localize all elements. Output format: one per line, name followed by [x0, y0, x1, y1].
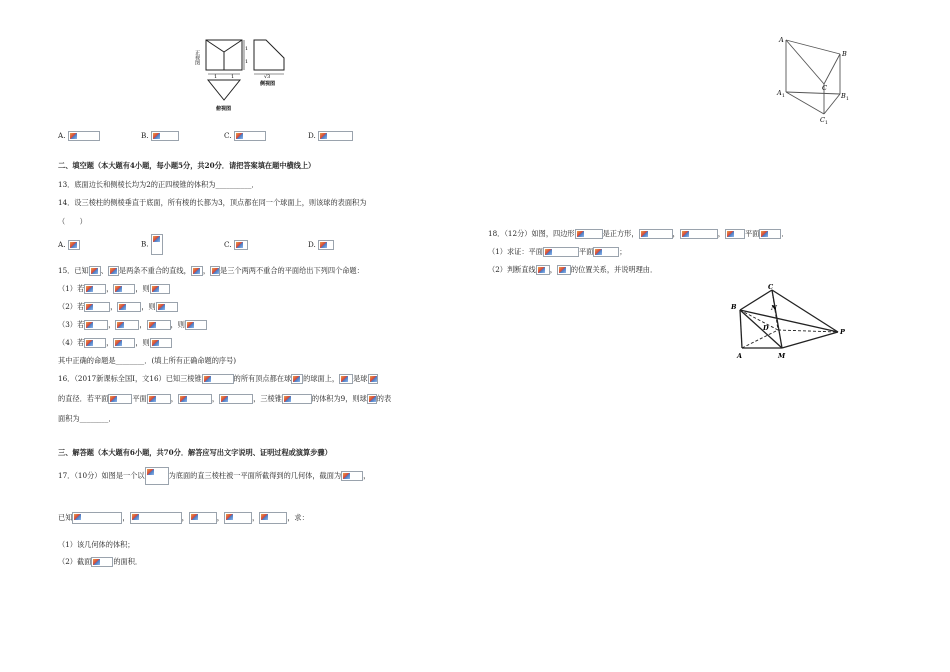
vertex-label: C: [820, 116, 825, 124]
formula-image: [575, 229, 603, 239]
vertex-label: C: [768, 283, 774, 291]
section2-title: 二、填空题（本大题有4小题，每小题5分，共20分．请把答案填在题中横线上）: [58, 161, 316, 170]
formula-image: [339, 374, 353, 384]
formula-image: [150, 284, 170, 294]
q17-line1: 17．（10分）如图是一个以 为底面的直三棱柱被一平面所截得到的几何体，截面为 ，: [58, 467, 370, 485]
formula-image: [318, 240, 334, 250]
q17-sub2: （2）截面 的面积．: [58, 557, 143, 566]
prism-figure: [774, 34, 854, 126]
q18-sub2: （2）判断直线 ， 的位置关系，并说明理由．: [488, 265, 658, 274]
formula-image: [113, 284, 135, 294]
formula-image: [151, 234, 163, 255]
q15-prop-1: （1）若 ， ，则: [58, 284, 170, 294]
formula-image: [115, 320, 139, 330]
formula-image: [108, 266, 119, 276]
formula-image: [234, 240, 248, 250]
q12-option-a: A.: [58, 131, 100, 141]
side-view-shape: [254, 40, 284, 70]
formula-image: [367, 394, 377, 404]
formula-image: [759, 229, 781, 239]
q15-prop-4: （4）若 ， ，则: [58, 338, 172, 348]
formula-image: [130, 512, 182, 524]
q12-option-c: C.: [224, 131, 266, 141]
q18-line1: 18．（12分）如图，四边形 是正方形， ， ， 平面 ．: [488, 229, 789, 238]
formula-image: [91, 557, 113, 567]
vertex-label: A: [779, 36, 784, 44]
formula-image: [84, 302, 110, 312]
side-view-label: 侧视图: [260, 81, 276, 87]
q14-option-a: A.: [58, 240, 80, 250]
dim-label: 1: [245, 46, 249, 52]
dim-label: √3: [264, 74, 271, 80]
formula-image: [189, 512, 217, 524]
formula-image: [108, 394, 132, 404]
vertex-label: B: [841, 92, 846, 100]
formula-image: [224, 512, 252, 524]
q16-line2: 的直径．若平面 平面 ， ， ，三棱锥 的体积为9，则球 的表: [58, 394, 392, 403]
q12-option-b: B.: [141, 131, 179, 141]
vertex-label: P: [840, 328, 845, 336]
vertex-sub: 1: [825, 121, 828, 126]
formula-image: [282, 394, 312, 404]
q14-text: 14．设三棱柱的侧棱垂直于底面，所有棱的长都为3，顶点都在同一个球面上，则该球的表面积为: [58, 198, 367, 207]
vertex-label: N: [771, 304, 777, 312]
q16-line1: 16．（2017新课标全国Ⅰ，文16）已知三棱锥 的所有顶点都在球 的球面上， 是球: [58, 374, 378, 384]
formula-image: [219, 394, 253, 404]
formula-image: [89, 266, 101, 276]
formula-image: [151, 131, 179, 141]
q15-prop-2: （2）若 ， ，则: [58, 302, 178, 312]
formula-image: [536, 265, 550, 275]
vertex-label: M: [778, 352, 786, 360]
dim-label: 1: [214, 74, 218, 80]
formula-image: [84, 284, 106, 294]
three-view-figure: [196, 36, 296, 116]
q13-text: 13．底面边长和侧棱长均为2的正四棱锥的体积为__________．: [58, 180, 259, 189]
formula-image: [234, 131, 266, 141]
q17-sub1: （1）该几何体的体积；: [58, 540, 135, 549]
vertex-label: D: [763, 324, 769, 332]
formula-image: [72, 512, 122, 524]
formula-image: [202, 374, 234, 384]
formula-image: [68, 240, 80, 250]
formula-image: [185, 320, 207, 330]
q14-option-c: C.: [224, 240, 248, 250]
top-view-label: 俯视图: [216, 106, 232, 112]
formula-image: [680, 229, 718, 239]
q16-line3: 面积为________．: [58, 414, 116, 423]
q14-paren: （ ）: [58, 217, 87, 226]
q12-option-d: D.: [308, 131, 353, 141]
formula-image: [156, 302, 178, 312]
formula-image: [341, 471, 363, 481]
formula-image: [318, 131, 353, 141]
vertex-sub: 1: [846, 97, 849, 102]
vertex-sub: 1: [782, 94, 785, 99]
formula-image: [210, 266, 220, 276]
vertex-label: A: [737, 352, 743, 360]
formula-image: [113, 338, 135, 348]
q15-tail: 其中正确的命题是________．(填上所有正确命题的序号): [58, 356, 237, 365]
formula-image: [593, 247, 619, 257]
q14-option-b: B.: [141, 234, 163, 255]
formula-image: [145, 467, 169, 485]
formula-image: [117, 302, 141, 312]
vertex-label: A: [777, 89, 782, 97]
vertex-label: C: [822, 84, 827, 92]
formula-image: [368, 374, 378, 384]
formula-image: [291, 374, 303, 384]
q18-sub1: （1）求证：平面 平面 ；: [488, 247, 627, 256]
formula-image: [178, 394, 212, 404]
formula-image: [68, 131, 100, 141]
formula-image: [639, 229, 673, 239]
dim-label: 1: [245, 59, 249, 65]
q14-option-d: D.: [308, 240, 334, 250]
q15-prop-3: （3）若 ， ， ，则: [58, 320, 207, 330]
formula-image: [84, 320, 108, 330]
q17-line2: 已知 ， ， ， ， ，求：: [58, 513, 309, 522]
vertex-label: B: [731, 303, 737, 311]
formula-image: [150, 338, 172, 348]
formula-image: [259, 512, 287, 524]
front-view-label: 正视图: [194, 50, 200, 65]
formula-image: [543, 247, 579, 257]
section3-title: 三、解答题（本大题有6小题，共70分．解答应写出文字说明、证明过程或演算步骤）: [58, 448, 332, 457]
vertex-label: B: [842, 50, 847, 58]
dim-label: 1: [231, 74, 235, 80]
top-view-triangle: [208, 80, 240, 100]
q15-stem: 15．已知 、 是两条不重合的直线， ， 是三个两两不重合的平面给出下列四个命题：: [58, 266, 364, 275]
formula-image: [147, 320, 171, 330]
formula-image: [191, 266, 203, 276]
formula-image: [725, 229, 745, 239]
formula-image: [557, 265, 571, 275]
formula-image: [147, 394, 171, 404]
formula-image: [84, 338, 106, 348]
pyramid-figure: [728, 282, 852, 362]
